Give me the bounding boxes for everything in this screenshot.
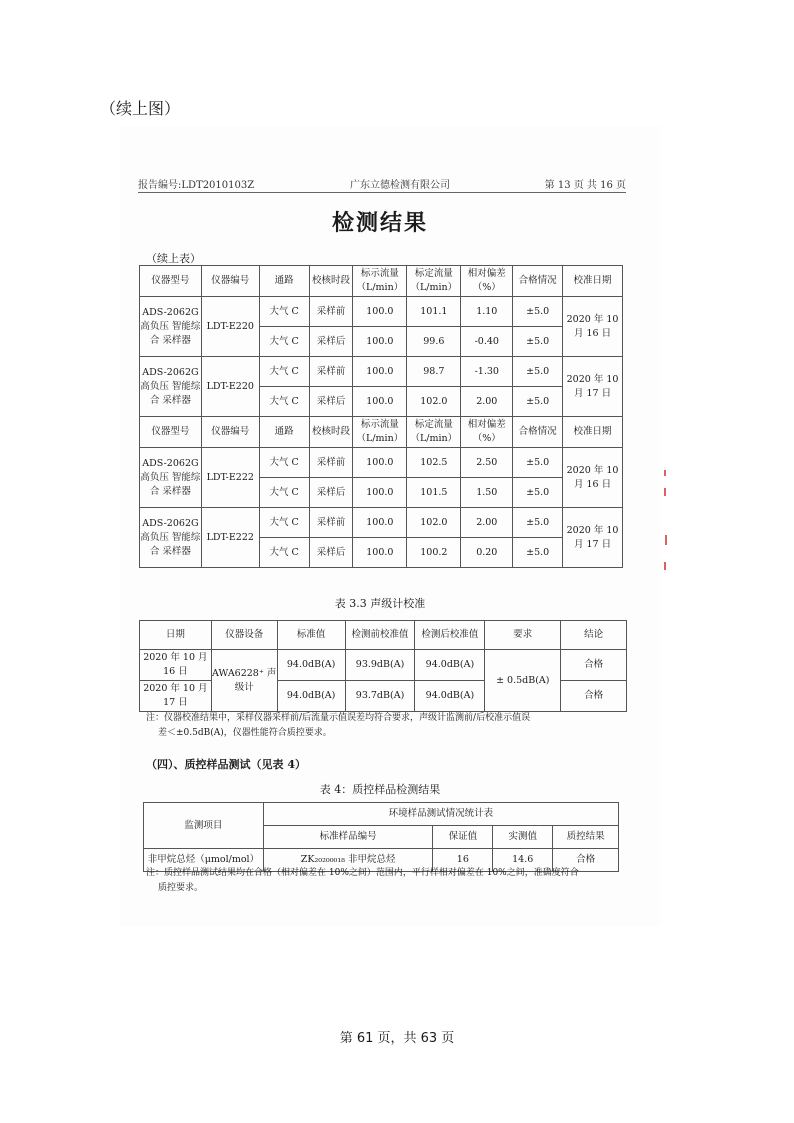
header-cell: 相对偏差（%）	[461, 266, 513, 297]
header-cell: 日期	[140, 621, 212, 650]
after-cell: 94.0dB(A)	[415, 681, 485, 712]
period-cell: 采样前	[309, 508, 353, 538]
header-cell: 合格情况	[513, 417, 563, 448]
standard-cell: 94.0dB(A)	[277, 681, 345, 712]
sample-number-cell: ZK₂₀₂₀₀₀₁₈ 非甲烷总烃	[263, 849, 433, 872]
header-cell: 检测后校准值	[415, 621, 485, 650]
deviation-cell: -1.30	[461, 357, 513, 387]
header-cell: 仪器设备	[211, 621, 277, 650]
pass-criteria-cell: ±5.0	[513, 538, 563, 568]
header-cell: 校准日期	[563, 417, 623, 448]
header-cell: 实测值	[493, 826, 553, 849]
item-cell: 非甲烷总烃（μmol/mol）	[144, 849, 264, 872]
table-4-caption: 表 4：质控样品检测结果	[319, 783, 441, 796]
table-header-row	[140, 621, 627, 650]
report-page-number: 第 13 页 共 16 页	[544, 180, 626, 191]
header-cell: 相对偏差（%）	[461, 417, 513, 448]
path-cell: 大气 C	[259, 448, 309, 478]
standard-cell: 94.0dB(A)	[277, 650, 345, 681]
qc-sample-table	[143, 802, 619, 872]
table-3-3-caption: 表 3.3 声级计校准	[334, 597, 426, 610]
calibrated-flow-cell: 102.0	[407, 508, 461, 538]
calibration-date-cell: 2020 年 10 月 17 日	[563, 357, 623, 417]
header-cell: 标示流量（L/min）	[353, 417, 407, 448]
monitoring-item-header: 监测项目	[144, 803, 264, 849]
header-cell: 质控结果	[553, 826, 619, 849]
deviation-cell: -0.40	[461, 327, 513, 357]
measured-value-cell: 14.6	[493, 849, 553, 872]
deviation-cell: 0.20	[461, 538, 513, 568]
after-cell: 94.0dB(A)	[415, 650, 485, 681]
deviation-cell: 2.00	[461, 508, 513, 538]
pass-criteria-cell: ±5.0	[513, 327, 563, 357]
path-cell: 大气 C	[259, 508, 309, 538]
flow-calibration-table	[139, 265, 623, 568]
period-cell: 采样前	[309, 448, 353, 478]
period-cell: 采样后	[309, 478, 353, 508]
header-cell: 标定流量（L/min）	[407, 266, 461, 297]
period-cell: 采样前	[309, 297, 353, 327]
instrument-id-cell: LDT-E220	[201, 357, 259, 417]
model-cell: ADS-2062G 高负压 智能综合 采样器	[140, 508, 202, 568]
nominal-flow-cell: 100.0	[353, 478, 407, 508]
report-number: 报告编号:LDT2010103Z	[138, 180, 255, 191]
continued-table-label: （续上表）	[146, 252, 201, 265]
calibration-date-cell: 2020 年 10 月 16 日	[563, 297, 623, 357]
before-cell: 93.9dB(A)	[345, 650, 415, 681]
device-cell: AWA6228⁺ 声级计	[211, 650, 277, 712]
period-cell: 采样后	[309, 538, 353, 568]
calibrated-flow-cell: 101.1	[407, 297, 461, 327]
section-4-heading: （四）、质控样品测试（见表 4）	[146, 758, 306, 771]
header-cell: 检测前校准值	[345, 621, 415, 650]
table-row	[140, 650, 627, 681]
date-cell: 2020 年 10 月 17 日	[140, 681, 212, 712]
table-row	[140, 508, 623, 538]
path-cell: 大气 C	[259, 297, 309, 327]
header-cell: 通路	[259, 266, 309, 297]
calibration-date-cell: 2020 年 10 月 16 日	[563, 448, 623, 508]
calibrated-flow-cell: 100.2	[407, 538, 461, 568]
calibrated-flow-cell: 102.5	[407, 448, 461, 478]
calibration-date-cell: 2020 年 10 月 17 日	[563, 508, 623, 568]
date-cell: 2020 年 10 月 16 日	[140, 650, 212, 681]
header-divider	[138, 192, 626, 193]
header-cell: 标准值	[277, 621, 345, 650]
nominal-flow-cell: 100.0	[353, 448, 407, 478]
instrument-id-cell: LDT-E222	[201, 508, 259, 568]
header-cell: 要求	[485, 621, 561, 650]
pass-criteria-cell: ±5.0	[513, 478, 563, 508]
period-cell: 采样后	[309, 327, 353, 357]
page-footer: 第 61 页，共 63 页	[339, 1031, 455, 1046]
deviation-cell: 2.50	[461, 448, 513, 478]
path-cell: 大气 C	[259, 478, 309, 508]
calibrated-flow-cell: 99.6	[407, 327, 461, 357]
calibrated-flow-cell: 98.7	[407, 357, 461, 387]
sound-meter-calibration-table	[139, 620, 627, 712]
header-cell: 结论	[561, 621, 627, 650]
nominal-flow-cell: 100.0	[353, 297, 407, 327]
nominal-flow-cell: 100.0	[353, 538, 407, 568]
result-cell: 合格	[561, 650, 627, 681]
calibrated-flow-cell: 102.0	[407, 387, 461, 417]
continuation-label: （续上图）	[100, 99, 181, 118]
model-cell: ADS-2062G 高负压 智能综合 采样器	[140, 297, 202, 357]
nominal-flow-cell: 100.0	[353, 357, 407, 387]
path-cell: 大气 C	[259, 357, 309, 387]
instrument-id-cell: LDT-E222	[201, 448, 259, 508]
period-cell: 采样前	[309, 357, 353, 387]
header-cell: 保证值	[433, 826, 493, 849]
header-cell: 合格情况	[513, 266, 563, 297]
header-cell: 通路	[259, 417, 309, 448]
before-cell: 93.7dB(A)	[345, 681, 415, 712]
pass-criteria-cell: ±5.0	[513, 508, 563, 538]
table-row	[140, 297, 623, 327]
path-cell: 大气 C	[259, 327, 309, 357]
pass-criteria-cell: ±5.0	[513, 387, 563, 417]
header-cell: 标示流量（L/min）	[353, 266, 407, 297]
table-4-note-line2: 质控要求。	[158, 883, 204, 893]
deviation-cell: 2.00	[461, 387, 513, 417]
path-cell: 大气 C	[259, 538, 309, 568]
table-4-note-line1: 注：质控样品测试结果均在合格（相对偏差在 10%之间）范围内，平行样相对偏差在 10%之间，准确度符合	[146, 868, 579, 878]
page-title: 检测结果	[331, 210, 428, 236]
pass-criteria-cell: ±5.0	[513, 297, 563, 327]
header-cell: 校核时段	[309, 417, 353, 448]
table-row	[140, 357, 623, 387]
table-header-row	[140, 266, 623, 297]
nominal-flow-cell: 100.0	[353, 508, 407, 538]
nominal-flow-cell: 100.0	[353, 387, 407, 417]
model-cell: ADS-2062G 高负压 智能综合 采样器	[140, 357, 202, 417]
guaranteed-value-cell: 16	[433, 849, 493, 872]
header-cell: 校准日期	[563, 266, 623, 297]
table-3-3-note-line1: 注：仪器校准结果中，采样仪器采样前/后流量示值误差均符合要求，声级计监测前/后校准示值误	[146, 713, 531, 723]
deviation-cell: 1.50	[461, 478, 513, 508]
path-cell: 大气 C	[259, 387, 309, 417]
result-cell: 合格	[561, 681, 627, 712]
header-cell: 标定流量（L/min）	[407, 417, 461, 448]
header-cell: 仪器型号	[140, 266, 202, 297]
header-cell: 仪器型号	[140, 417, 202, 448]
calibrated-flow-cell: 101.5	[407, 478, 461, 508]
header-cell: 校核时段	[309, 266, 353, 297]
pass-criteria-cell: ±5.0	[513, 448, 563, 478]
header-cell: 仪器编号	[201, 266, 259, 297]
model-cell: ADS-2062G 高负压 智能综合 采样器	[140, 448, 202, 508]
header-cell: 标准样品编号	[263, 826, 433, 849]
pass-criteria-cell: ±5.0	[513, 357, 563, 387]
group-header: 环境样品测试情况统计表	[263, 803, 618, 826]
deviation-cell: 1.10	[461, 297, 513, 327]
company-name: 广东立德检测有限公司	[350, 180, 450, 191]
instrument-id-cell: LDT-E220	[201, 297, 259, 357]
period-cell: 采样后	[309, 387, 353, 417]
table-row	[140, 448, 623, 478]
header-cell: 仪器编号	[201, 417, 259, 448]
requirement-cell: ± 0.5dB(A)	[485, 650, 561, 712]
table-header-row	[140, 417, 623, 448]
nominal-flow-cell: 100.0	[353, 327, 407, 357]
qc-result-cell: 合格	[553, 849, 619, 872]
table-3-3-note-line2: 差＜±0.5dB(A)，仪器性能符合质控要求。	[158, 728, 332, 738]
